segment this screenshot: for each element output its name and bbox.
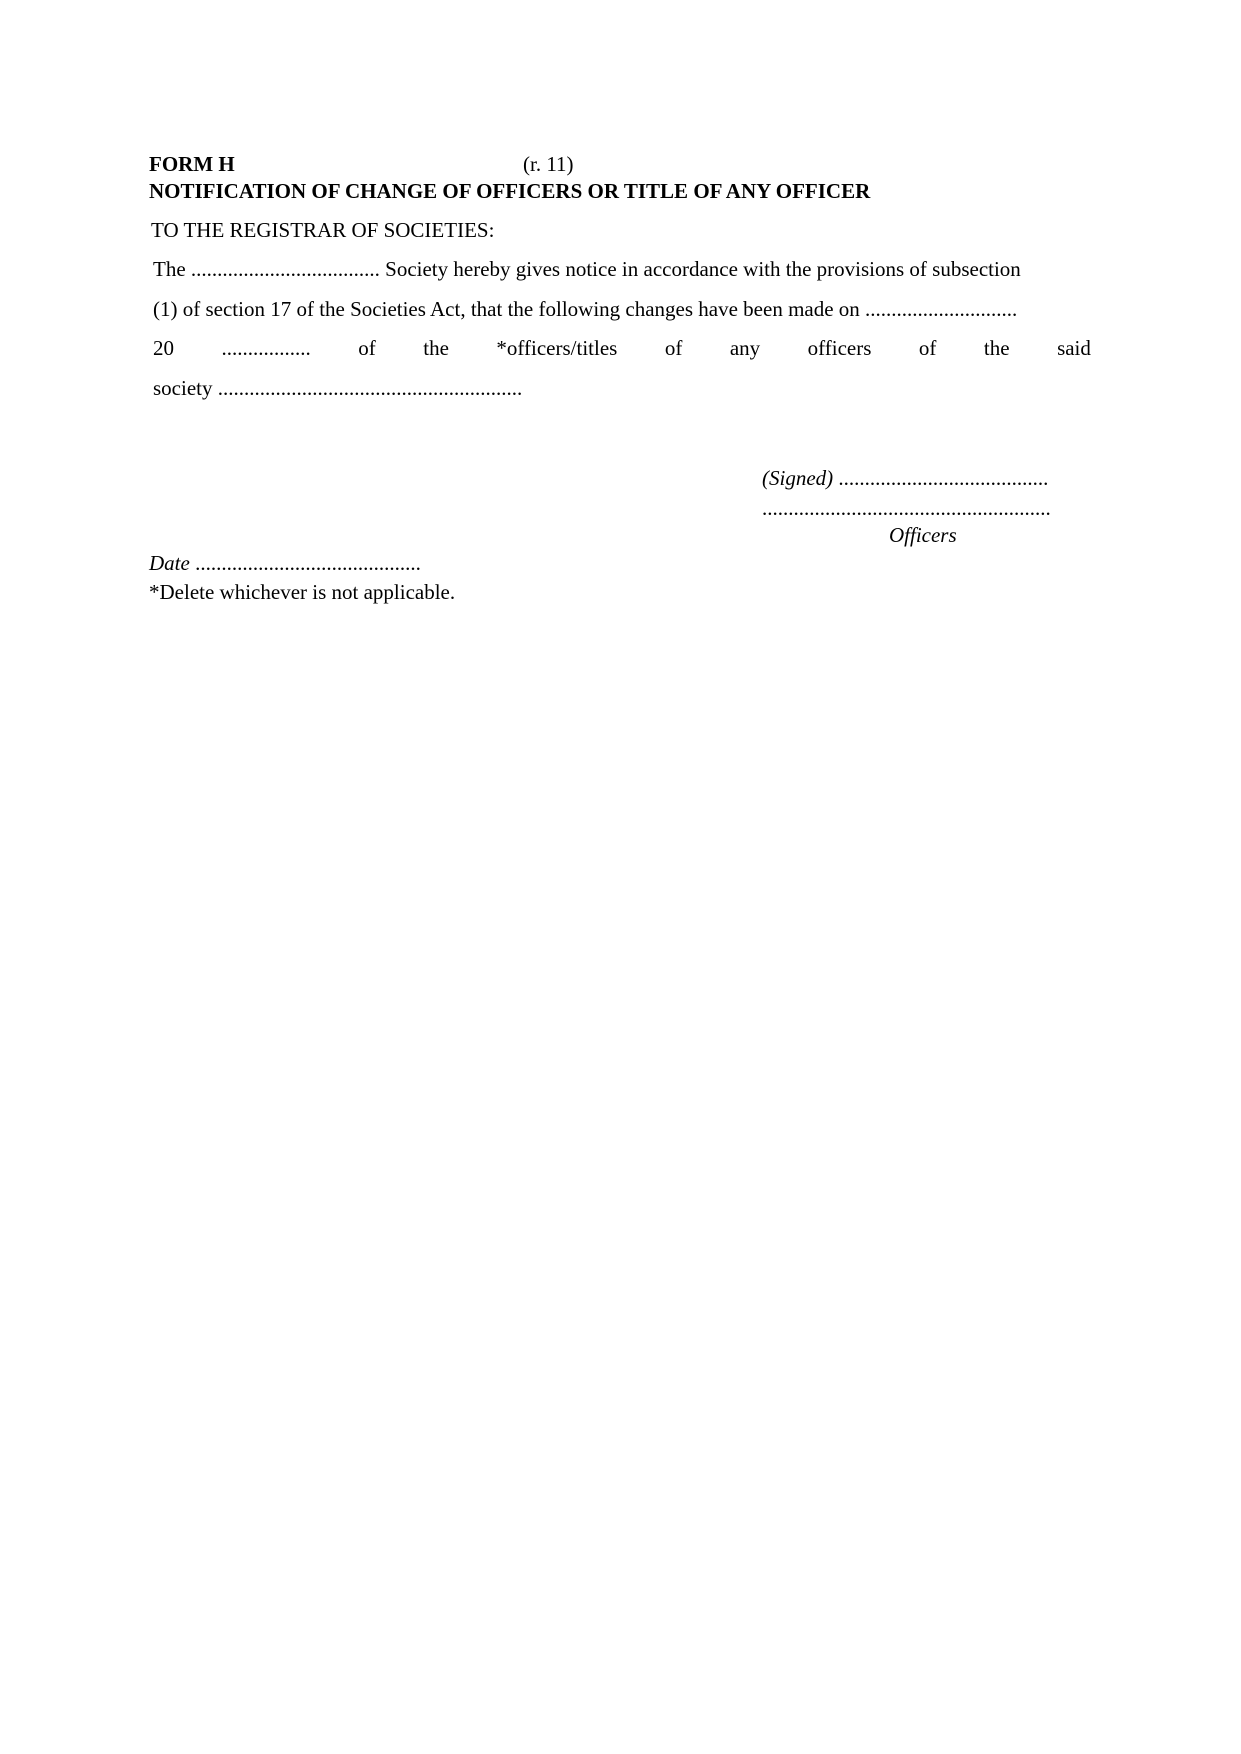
body-line-3 bbox=[153, 335, 1091, 361]
date-blank: ........................................... bbox=[195, 551, 421, 575]
form-title: NOTIFICATION OF CHANGE OF OFFICERS OR TITLE OF ANY OFFICER bbox=[149, 179, 871, 203]
rule-reference: (r. 11) bbox=[523, 152, 574, 176]
signature-blank: ........................................ bbox=[838, 466, 1049, 490]
body-word: officers bbox=[807, 336, 872, 360]
body-line-4: society .......................................................... bbox=[153, 376, 523, 400]
body-word: said bbox=[1057, 336, 1091, 360]
body-word: the bbox=[983, 336, 1010, 360]
addressee: TO THE REGISTRAR OF SOCIETIES: bbox=[151, 218, 495, 242]
body-line-2: (1) of section 17 of the Societies Act, that the following changes have been made on ............................. bbox=[153, 297, 1018, 321]
body-word: *officers/titles bbox=[496, 336, 618, 360]
date-line bbox=[149, 550, 421, 576]
date-blank-dots: ................. bbox=[221, 336, 311, 360]
form-id: FORM H bbox=[149, 152, 235, 176]
signature-line bbox=[762, 465, 1048, 491]
body-line-1: The .................................... Society hereby gives notice in accordance with the provisions of subsection bbox=[153, 257, 1021, 281]
body-word: of bbox=[918, 336, 937, 360]
body-word: of bbox=[664, 336, 683, 360]
body-word: any bbox=[729, 336, 761, 360]
date-label: Date bbox=[149, 551, 190, 575]
officers-label: Officers bbox=[889, 523, 957, 547]
body-word: 20 bbox=[153, 336, 174, 360]
footnote: *Delete whichever is not applicable. bbox=[149, 580, 456, 604]
signed-label: (Signed) bbox=[762, 466, 834, 490]
signature-blank-2: ....................................................... bbox=[762, 496, 1051, 520]
body-word: the bbox=[423, 336, 449, 360]
body-word: of bbox=[358, 336, 376, 360]
